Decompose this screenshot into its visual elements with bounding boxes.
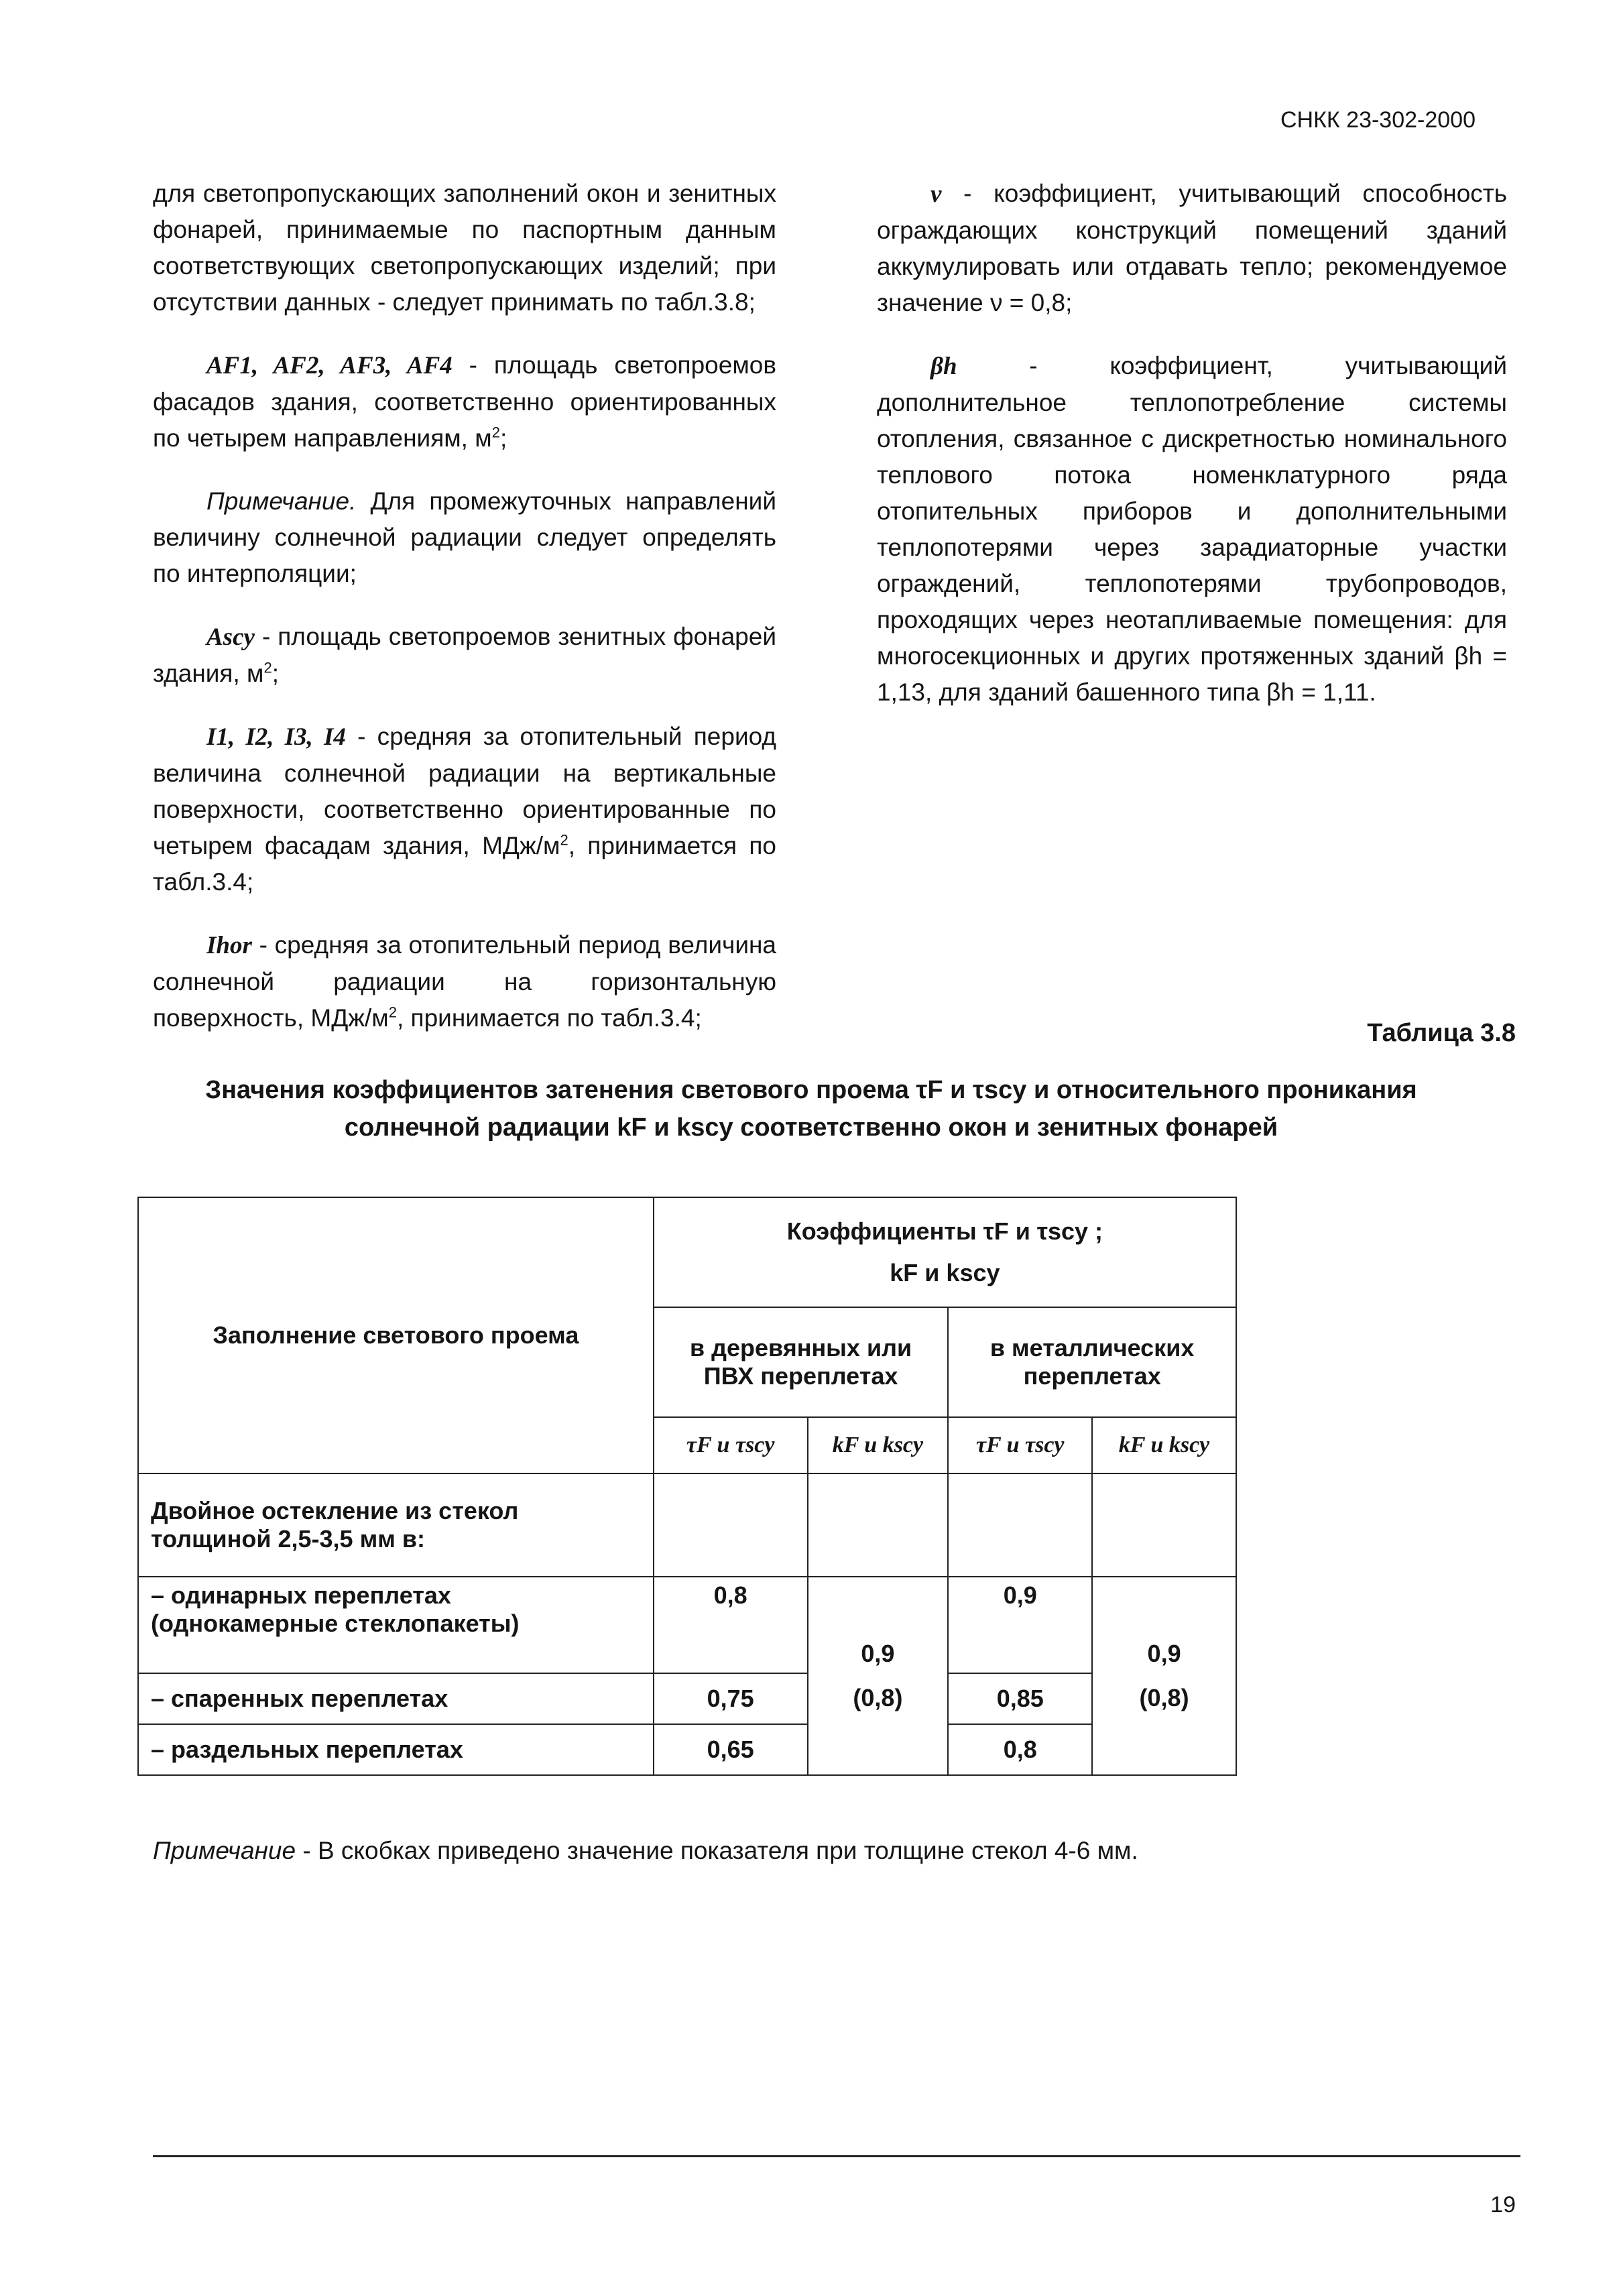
cell-value: 0,8 — [654, 1577, 808, 1673]
header-coefficients: Коэффициенты τF и τscy ; kF и kscy — [654, 1197, 1236, 1307]
right-column — [877, 176, 1507, 737]
page-number: 19 — [1490, 2192, 1516, 2218]
table-row — [138, 1473, 1236, 1577]
paragraph: для светопропускающих заполнений окон и зенитных фонарей, принимаемые по паспортным данным соответствующих светопропускающих изделий; при отсутствии данных - следует принимать по табл.3.8; — [153, 180, 776, 316]
subheader-k: kF и kscy — [1092, 1417, 1236, 1473]
cell-value: 0,85 — [948, 1673, 1092, 1724]
subheader-tau: τF и τscy — [948, 1417, 1092, 1473]
paragraph: Ihor - средняя за отопительный период величина солнечной радиации на горизонтальную поверхность, МДж/$м^2$, принимается по табл.3.4; — [153, 931, 776, 1032]
header-metal: в металлических переплетах — [948, 1307, 1236, 1417]
table-title: Значения коэффициентов затенения светового проема τF и τscy и относительного проникания солнечной радиации kF и kscy соответственно окон и зенитных фонарей — [205, 1076, 1417, 1142]
symbol: AF1, AF2, AF3, AF4 — [206, 352, 453, 379]
footer-divider — [153, 2155, 1520, 2157]
table-row — [138, 1673, 1236, 1724]
symbol: βh — [930, 353, 957, 380]
cell-value: 0,65 — [654, 1724, 808, 1775]
cell-value: 0,9 (0,8) — [1092, 1577, 1236, 1775]
paragraph: βh - коэффициент, учитывающий дополнительное теплопотребление системы отопления, связанное с дискретностью номинального теплового потока номенклатурного ряда отопительных приборов и дополнительными теплопотерями через зарадиаторные участки ограждений, теплопотерями трубопроводов, проходящих через неотапливаемые помещения: для многосекционных и других протяженных зданий βh = 1,13, для зданий башенного типа βh = 1,11. — [877, 352, 1507, 706]
subheader-tau: τF и τscy — [654, 1417, 808, 1473]
coefficients-table — [137, 1197, 1237, 1776]
table-header-row — [138, 1197, 1236, 1307]
header-fill: Заполнение светового проема — [138, 1197, 654, 1473]
row-label: – раздельных переплетах — [138, 1724, 654, 1775]
note-paragraph: Примечание. Для промежуточных направлений величину солнечной радиации следует определять по интерполяции; — [153, 487, 776, 587]
header-wood: в деревянных или ПВХ переплетах — [654, 1307, 949, 1417]
paragraph: AF1, AF2, AF3, AF4 - площадь светопроемов фасадов здания, соответственно ориентированных по четырем направлениям, $м^2$; — [153, 351, 776, 452]
row-label: – одинарных переплетах (однокамерные стеклопакеты) — [138, 1577, 654, 1673]
symbol: ν — [930, 180, 942, 208]
cell-value: 0,75 — [654, 1673, 808, 1724]
paragraph: ν - коэффициент, учитывающий способность ограждающих конструкций помещений зданий аккумулировать или отдавать тепло; рекомендуемое значение ν = 0,8; — [877, 180, 1507, 316]
symbol: I1, I2, I3, I4 — [206, 723, 346, 751]
cell-value: 0,9 — [948, 1577, 1092, 1673]
paragraph: I1, I2, I3, I4 - средняя за отопительный период величина солнечной радиации на вертикальные поверхности, соответственно ориентированные по четырем фасадам здания, МДж/$м^2$, принимается по табл.3.4; — [153, 723, 777, 896]
table-number: Таблица 3.8 — [1367, 1019, 1516, 1047]
table-row — [138, 1577, 1236, 1673]
cell-value: 0,9 (0,8) — [808, 1577, 949, 1775]
subheader-k: kF и kscy — [808, 1417, 949, 1473]
left-column — [153, 176, 776, 1063]
group-label: Двойное остекление из стекол толщиной 2,5-3,5 мм в: — [138, 1473, 654, 1577]
symbol: Ihor — [206, 932, 252, 959]
table-row — [138, 1724, 1236, 1775]
cell-value: 0,8 — [948, 1724, 1092, 1775]
symbol: Ascy — [206, 623, 255, 651]
row-label: – спаренных переплетах — [138, 1673, 654, 1724]
table-note: Примечание - В скобках приведено значение показателя при толщине стекол 4-6 мм. — [153, 1837, 1138, 1864]
document-code: СНКК 23-302-2000 — [1280, 107, 1476, 133]
paragraph: Ascy - площадь светопроемов зенитных фонарей здания, $м^2$; — [153, 623, 776, 687]
